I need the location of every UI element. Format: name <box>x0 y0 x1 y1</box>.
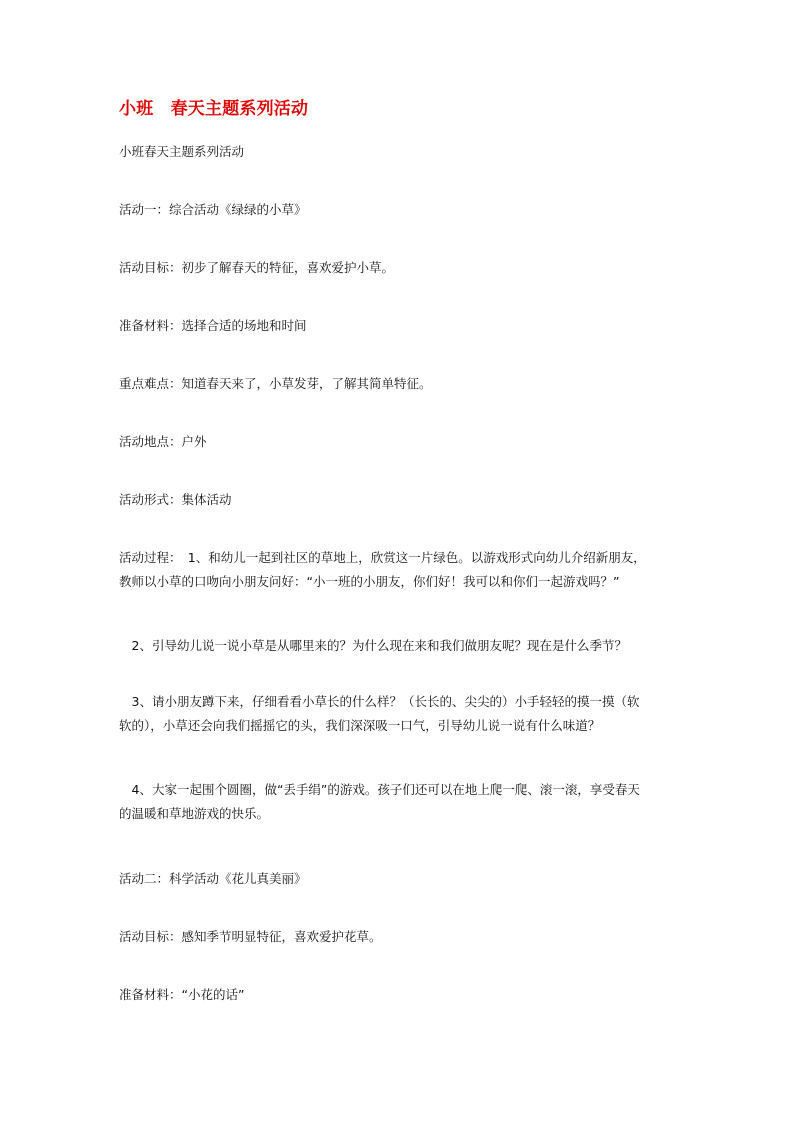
activity1-step4-paragraph <box>119 778 667 826</box>
activity1-location: 活动地点：户外 <box>119 434 207 449</box>
activity1-process-line: 教师以小草的口吻向小朋友问好：“小一班的小朋友，你们好！我可以和你们一起游戏吗？” <box>119 574 620 589</box>
activity1-form: 活动形式：集体活动 <box>119 492 232 507</box>
activity2-heading: 活动二：科学活动《花儿真美丽》 <box>119 871 307 886</box>
activity1-step4-line: 4、大家一起围个圆圈，做“丢手绢”的游戏。孩子们还可以在地上爬一爬、滚一滚，享受春天 <box>119 782 640 797</box>
activity1-materials: 准备材料：选择合适的场地和时间 <box>119 318 307 333</box>
activity1-step3-line: 3、请小朋友蹲下来，仔细看看小草长的什么样？（长长的、尖尖的）小手轻轻的摸一摸（软 <box>119 694 640 709</box>
activity1-step3-line: 软的），小草还会向我们摇摇它的头，我们深深吸一口气，引导幼儿说一说有什么味道？ <box>119 718 601 733</box>
activity1-step3-paragraph <box>119 690 667 738</box>
document-title: 小班 春天主题系列活动 <box>119 99 309 119</box>
document-subtitle: 小班春天主题系列活动 <box>119 144 245 159</box>
activity1-heading: 活动一：综合活动《绿绿的小草》 <box>119 202 307 217</box>
activity1-step2: 2、引导幼儿说一说小草是从哪里来的？为什么现在来和我们做朋友呢？现在是什么季节？ <box>119 638 627 653</box>
activity1-process-paragraph <box>119 546 667 594</box>
activity2-goal: 活动目标：感知季节明显特征，喜欢爱护花草。 <box>119 929 382 944</box>
activity2-materials: 准备材料：“小花的话” <box>119 987 245 1002</box>
activity1-key-points: 重点难点：知道春天来了，小草发芽，了解其简单特征。 <box>119 376 432 391</box>
activity1-step4-line: 的温暖和草地游戏的快乐。 <box>119 806 270 821</box>
activity1-goal: 活动目标：初步了解春天的特征，喜欢爱护小草。 <box>119 260 395 275</box>
activity1-process-line: 活动过程： 1、和幼儿一起到社区的草地上，欣赏这一片绿色。以游戏形式向幼儿介绍新朋友， <box>119 550 646 565</box>
